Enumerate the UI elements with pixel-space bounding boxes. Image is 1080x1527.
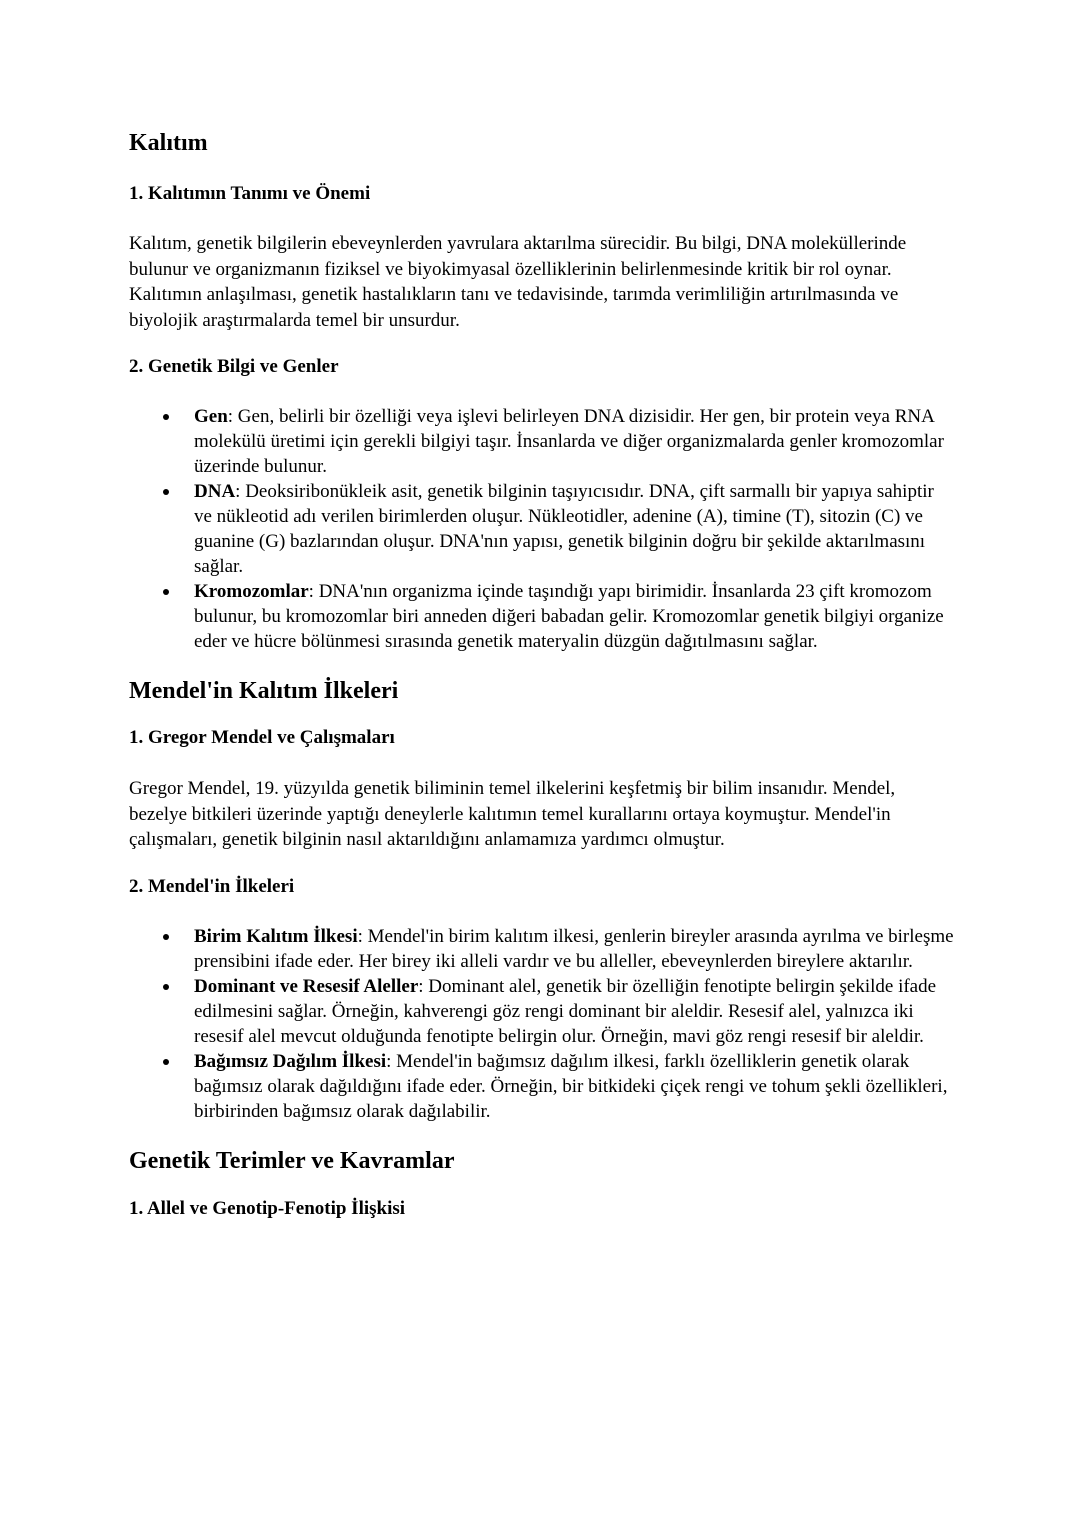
term-label: Bağımsız Dağılım İlkesi	[194, 1050, 387, 1072]
subheading-mendel-ilkeleri: 2. Mendel'in İlkeleri	[129, 875, 295, 897]
list-genetik-bilgi	[129, 404, 954, 654]
list-item	[194, 1049, 954, 1124]
term-label: Gen	[194, 406, 228, 427]
term-label: Kromozomlar	[194, 581, 309, 602]
list-item	[194, 579, 954, 654]
term-description: : Deoksiribonükleik asit, genetik bilginin taşıyıcısıdır. DNA, çift sarmallı bir yapıya sahiptir ve nükleotid adı verilen birimlerden oluşur. Nükleotidler, adenine (A), timine (T), sitozin (C) ve guanine (G) bazlarından oluşur. DNA'nın yapısı, genetik bilginin doğru bir şekilde aktarılmasını sağlar.	[194, 481, 934, 577]
list-item	[194, 974, 954, 1049]
paragraph-kalitim-tanimi: Kalıtım, genetik bilgilerin ebeveynlerden yavrulara aktarılma sürecidir. Bu bilgi, DNA moleküllerinde bulunur ve organizmanın fiziksel ve biyokimyasal özelliklerinin belirlenmesinde kritik bir rol oynar. Kalıtımın anlaşılması, genetik hastalıkların tanı ve tedavisinde, tarımda verimliliğin artırılmasında ve biyolojik araştırmalarda temel bir unsurdur.	[129, 233, 907, 331]
document-page	[129, 126, 954, 1222]
term-description: : Mendel'in birim kalıtım ilkesi, genlerin bireyler arasında ayrılma ve birleşme prensibini ifade eder. Her birey iki alleli vardır ve bu alleller, ebeveynlerden bireylere aktarılır.	[194, 925, 954, 972]
term-description: : Gen, belirli bir özelliği veya işlevi belirleyen DNA dizisidir. Her gen, bir protein veya RNA molekülü üretimi için gerekli bilgiyi taşır. İnsanlarda ve diğer organizmalarda genler kromozomlar üzerinde bulunur.	[194, 406, 944, 477]
term-label: Dominant ve Resesif Aleller	[194, 975, 419, 997]
paragraph-gregor-mendel: Gregor Mendel, 19. yüzyılda genetik biliminin temel ilkelerini keşfetmiş bir bilim insanıdır. Mendel, bezelye bitkileri üzerinde yaptığı deneylerle kalıtımın temel kurallarını ortaya koymuştur. Mendel'in çalışmaları, genetik bilginin nasıl aktarıldığını anlamamıza yardımcı olmuştur.	[129, 778, 896, 850]
section-heading-kalitim: Kalıtım	[129, 130, 208, 156]
list-item	[194, 404, 954, 479]
term-label: DNA	[194, 481, 236, 502]
list-item	[194, 924, 954, 974]
section-heading-mendel: Mendel'in Kalıtım İlkeleri	[129, 678, 399, 704]
term-label: Birim Kalıtım İlkesi	[194, 925, 358, 947]
subheading-genetik-bilgi: 2. Genetik Bilgi ve Genler	[129, 356, 339, 377]
section-heading-genetik-terimler: Genetik Terimler ve Kavramlar	[129, 1147, 455, 1174]
term-description: : Mendel'in bağımsız dağılım ilkesi, farklı özelliklerin genetik olarak bağımsız olarak dağıldığını ifade eder. Örneğin, bir bitkideki çiçek rengi ve tohum şekli özellikleri, birbirinden bağımsız olarak dağılabilir.	[194, 1050, 948, 1122]
term-description: : Dominant alel, genetik bir özelliğin fenotipte belirgin şekilde ifade edilmesini sağlar. Örneğin, kahverengi göz rengi dominant bir aleldir. Resesif alel, yalnızca iki resesif alel mevcut olduğunda fenotipte belirgin olur. Örneğin, mavi göz rengi resesif bir aleldir.	[194, 975, 937, 1047]
subheading-gregor-mendel: 1. Gregor Mendel ve Çalışmaları	[129, 727, 395, 748]
subheading-allel-genotip: 1. Allel ve Genotip-Fenotip İlişkisi	[129, 1197, 406, 1219]
term-description: : DNA'nın organizma içinde taşındığı yapı birimidir. İnsanlarda 23 çift kromozom bulunur, bu kromozomlar biri anneden diğeri babadan gelir. Kromozomlar genetik bilgiyi organize eder ve hücre bölünmesi sırasında genetik materyalin düzgün dağıtılmasını sağlar.	[194, 581, 944, 652]
list-item	[194, 479, 954, 579]
list-mendel-ilkeleri	[129, 924, 954, 1124]
subheading-kalitim-tanimi: 1. Kalıtımın Tanımı ve Önemi	[129, 183, 371, 204]
